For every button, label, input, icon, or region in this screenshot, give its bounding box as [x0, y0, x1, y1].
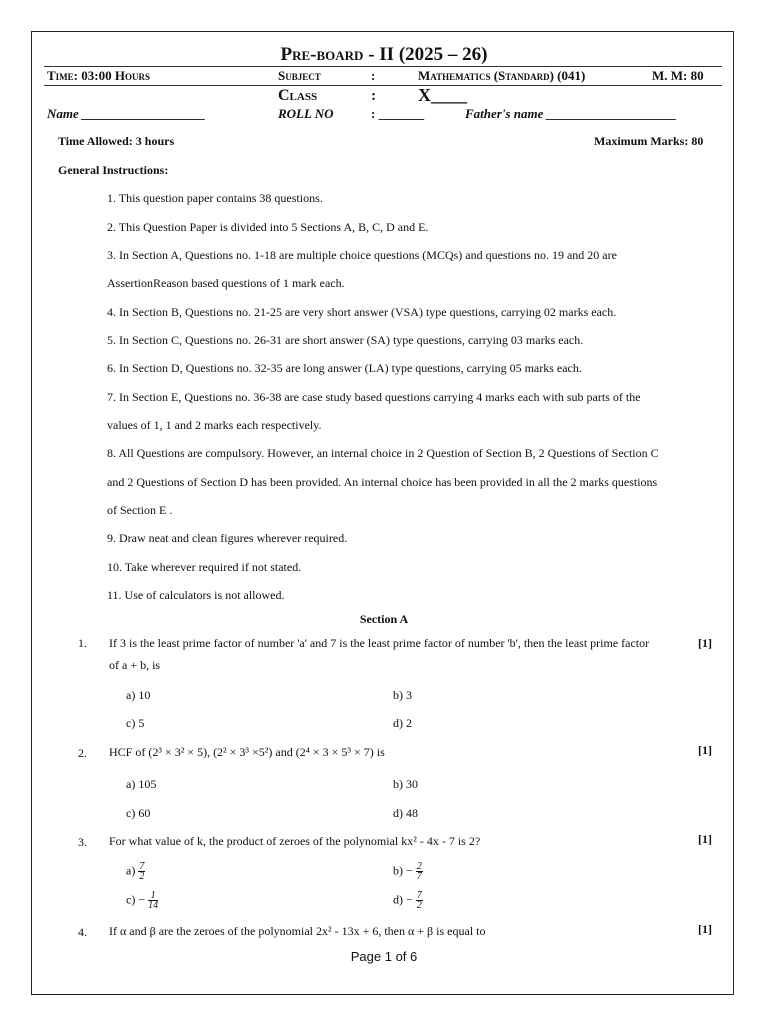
- class-value: X____: [418, 85, 467, 105]
- class-label: Class: [278, 87, 318, 104]
- question-1-option-a: a) 10: [126, 688, 151, 702]
- time-label: Time: 03:00 Hours: [47, 68, 150, 83]
- question-2-option-a: a) 105: [126, 777, 157, 791]
- fraction: [148, 891, 158, 910]
- fraction-numerator: 2: [416, 861, 422, 872]
- header-rule-top: [44, 66, 722, 67]
- time-allowed: Time Allowed: 3 hours: [58, 134, 175, 148]
- fraction: [138, 862, 145, 881]
- subject-colon: :: [371, 68, 376, 83]
- fraction-numerator: 7: [139, 861, 145, 872]
- question-3-option-d: [393, 891, 423, 910]
- section-a-heading: Section A: [359, 612, 409, 626]
- instruction-line: values of 1, 1 and 2 marks each respectively.: [107, 418, 322, 432]
- question-1-text: If 3 is the least prime factor of number 'a' and 7 is the least prime factor of number 'b', then the least prime factor: [109, 636, 650, 650]
- option-a-label: a): [126, 863, 136, 878]
- instruction-line: 3. In Section A, Questions no. 1-18 are multiple choice questions (MCQs) and questions no. 19 and 20 are: [107, 248, 617, 262]
- question-1-option-d: d) 2: [393, 716, 412, 730]
- question-3-text: For what value of k, the product of zeroes of the polynomial kx² - 4x - 7 is 2?: [109, 834, 481, 848]
- question-3-option-b: [393, 862, 423, 881]
- question-1-option-b: b) 3: [393, 688, 412, 702]
- general-instructions-heading: General Instructions:: [58, 163, 169, 177]
- question-1-marks: [1]: [698, 636, 712, 650]
- roll-no-field: : _______: [371, 106, 425, 121]
- subject-label: Subject: [278, 68, 321, 83]
- question-1-option-c: c) 5: [126, 716, 145, 730]
- option-c-label: c) −: [126, 892, 146, 907]
- instruction-line: 11. Use of calculators is not allowed.: [107, 588, 285, 602]
- question-1-text-cont: of a + b, is: [109, 658, 161, 672]
- instruction-line: AssertionReason based questions of 1 mark each.: [107, 276, 345, 290]
- instruction-line: of Section E .: [107, 503, 173, 517]
- title-suffix: - II (2025 – 26): [363, 44, 488, 65]
- instruction-line: and 2 Questions of Section D has been provided. An internal choice has been provided in all the 2 marks questions: [107, 475, 658, 489]
- subject-value: Mathematics (Standard) (041): [418, 68, 586, 83]
- class-colon: :: [371, 88, 376, 104]
- question-2-option-d: d) 48: [393, 806, 418, 820]
- fraction-numerator: 7: [416, 890, 422, 901]
- instruction-line: 7. In Section E, Questions no. 36-38 are case study based questions carrying 4 marks each with sub parts of the: [107, 390, 641, 404]
- roll-no-label: ROLL NO: [278, 106, 334, 121]
- option-b-label: b) −: [393, 863, 413, 878]
- question-4-number: 4.: [78, 925, 87, 939]
- question-3-option-c: [126, 891, 158, 910]
- question-2-option-b: b) 30: [393, 777, 418, 791]
- question-2-text: HCF of (2³ × 3² × 5), (2² × 3³ ×5²) and (2⁴ × 3 × 5³ × 7) is: [109, 745, 385, 759]
- instruction-line: 2. This Question Paper is divided into 5 Sections A, B, C, D and E.: [107, 220, 429, 234]
- instruction-line: 1. This question paper contains 38 questions.: [107, 191, 323, 205]
- instruction-line: 5. In Section C, Questions no. 26-31 are short answer (SA) type questions, carrying 03 marks each.: [107, 333, 584, 347]
- question-4-marks: [1]: [698, 922, 712, 936]
- instruction-line: 6. In Section D, Questions no. 32-35 are long answer (LA) type questions, carrying 05 marks each.: [107, 361, 582, 375]
- instruction-line: 10. Take wherever required if not stated.: [107, 560, 302, 574]
- fraction-denominator: 2: [139, 871, 145, 882]
- question-1-number: 1.: [78, 636, 87, 650]
- maximum-marks: Maximum Marks: 80: [594, 134, 704, 148]
- name-field: Name ___________________: [47, 106, 206, 121]
- fraction-denominator: 2: [416, 900, 422, 911]
- fraction-numerator: 1: [148, 891, 158, 901]
- paper-title: [0, 44, 768, 66]
- page-number: Page 1 of 6: [350, 949, 418, 964]
- father-name-field: Father's name ____________________: [465, 106, 677, 121]
- fraction: [416, 891, 423, 910]
- fraction-denominator: 7: [416, 871, 422, 882]
- max-marks-header: M. M: 80: [652, 68, 704, 83]
- instruction-line: 9. Draw neat and clean figures wherever required.: [107, 531, 348, 545]
- fraction: [416, 862, 423, 881]
- option-d-label: d) −: [393, 892, 413, 907]
- question-2-marks: [1]: [698, 743, 712, 757]
- question-3-option-a: [126, 862, 145, 881]
- question-2-number: 2.: [78, 746, 87, 760]
- question-2-option-c: c) 60: [126, 806, 151, 820]
- question-3-number: 3.: [78, 835, 87, 849]
- question-3-marks: [1]: [698, 832, 712, 846]
- title-prefix: Pre-board: [280, 44, 364, 65]
- header-rule-mid: [44, 85, 722, 86]
- question-4-text: If α and β are the zeroes of the polynomial 2x² - 13x + 6, then α + β is equal to: [109, 924, 486, 938]
- instruction-line: 4. In Section B, Questions no. 21-25 are very short answer (VSA) type questions, carrying 02 marks each.: [107, 305, 617, 319]
- instruction-line: 8. All Questions are compulsory. However, an internal choice in 2 Question of Section B, 2 Questions of Section C: [107, 446, 659, 460]
- fraction-denominator: 14: [148, 900, 159, 911]
